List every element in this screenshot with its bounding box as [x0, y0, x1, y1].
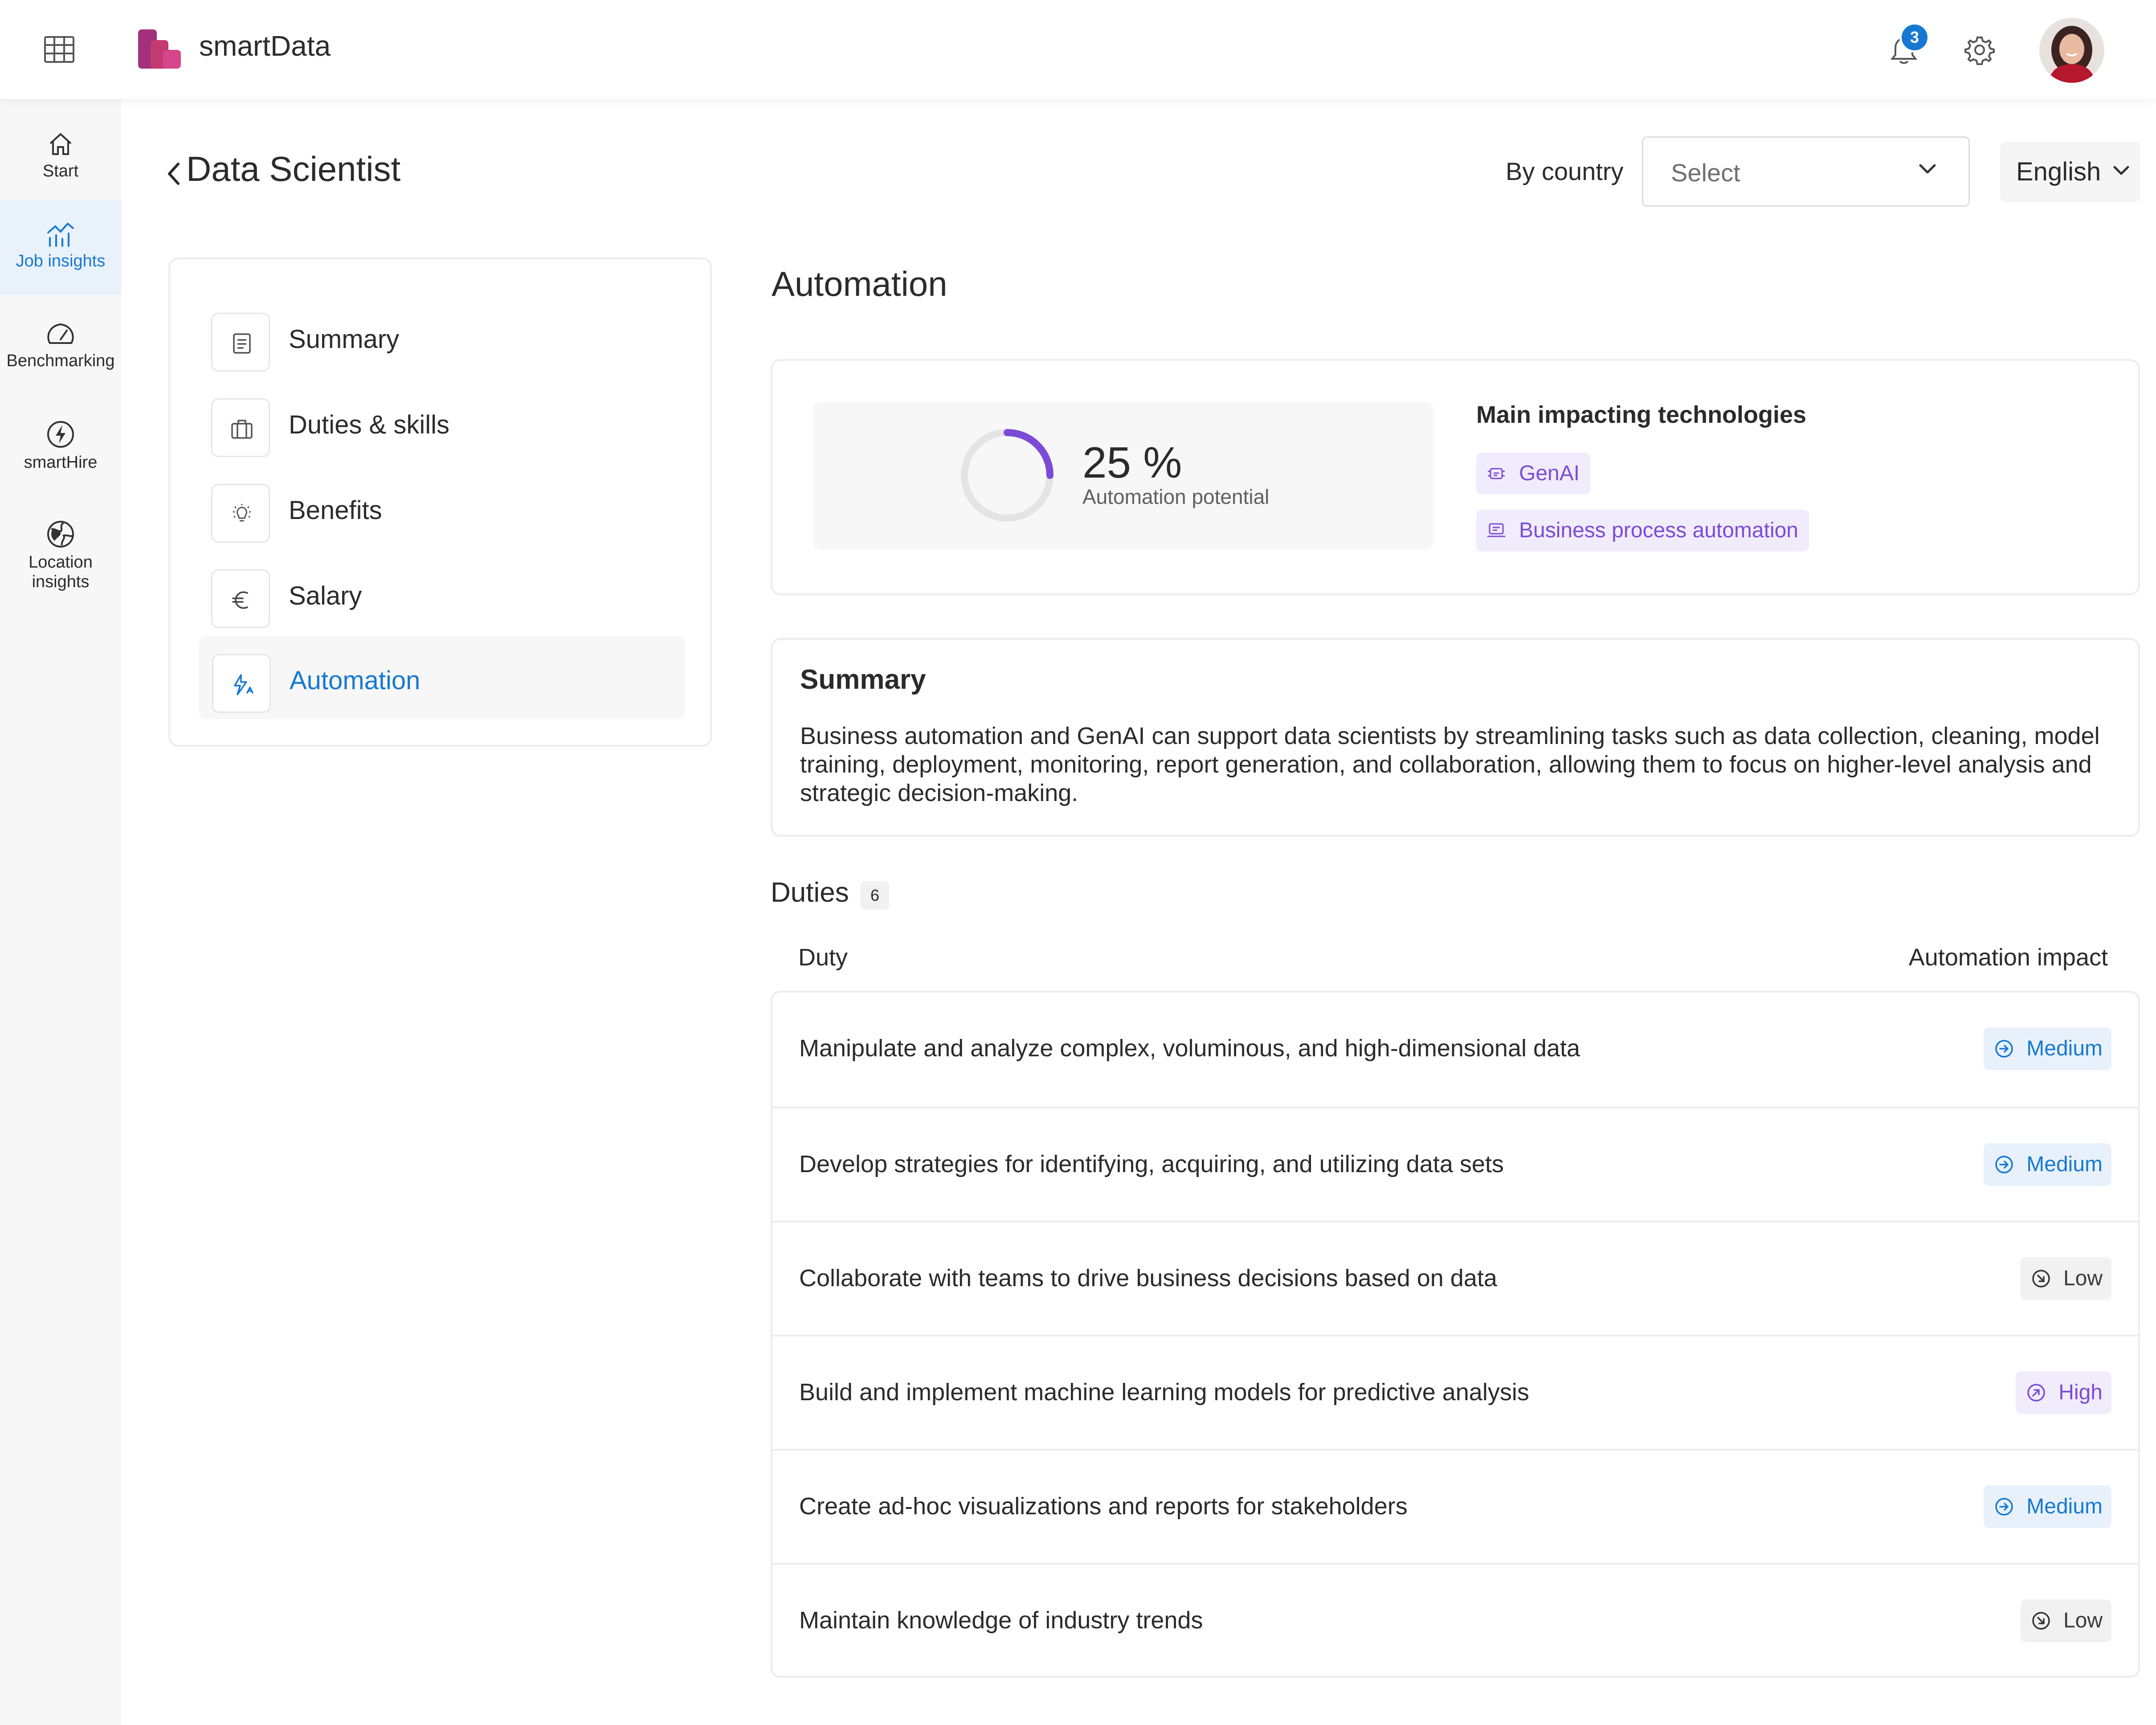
nav-item-label: Location insights: [29, 553, 93, 591]
automation-potential-label: Automation potential: [1082, 485, 1270, 508]
home-icon: [47, 130, 74, 158]
arrow-right-circle-icon: [1993, 1154, 2015, 1175]
table-row: [772, 1449, 2138, 1563]
impact-label: High: [2058, 1381, 2103, 1404]
settings-gear-icon[interactable]: [1964, 35, 1995, 65]
technology-chip-business-process-automation: [1476, 510, 1809, 552]
automation-potential-donut: [957, 425, 1058, 526]
chart-insights-icon: [45, 220, 76, 248]
country-select-value: Select: [1671, 159, 1740, 187]
chevron-down-icon: [1918, 163, 1937, 176]
automation-potential-value: 25 %: [1082, 438, 1182, 487]
main-technologies-title: Main impacting technologies: [1476, 401, 1807, 428]
app-grid-icon[interactable]: [44, 36, 75, 63]
menu-item-label: Summary: [289, 325, 400, 354]
section-title-automation: Automation: [772, 264, 947, 303]
technology-chip-genai: [1476, 453, 1590, 495]
technology-label: GenAI: [1519, 462, 1580, 485]
document-icon: [230, 332, 253, 355]
impact-label: Low: [2063, 1609, 2103, 1632]
table-row: [772, 1221, 2138, 1335]
table-row: [772, 1107, 2138, 1221]
top-bar: [0, 0, 2156, 99]
back-chevron-icon[interactable]: [165, 160, 183, 187]
menu-item-summary[interactable]: [198, 295, 688, 378]
nav-item-job-insights[interactable]: [0, 200, 121, 295]
menu-item-label: Automation: [290, 666, 421, 695]
duty-text: Develop strategies for identifying, acquiring, and utilizing data sets: [799, 1151, 1504, 1177]
summary-text: Business automation and GenAI can support data scientists by streamlining tasks such as data collection, cleaning, model training, deployment, monitoring, report generation, and collaboration, allowing them to focus on higher-level analysis and strategic decision-making.: [800, 723, 2100, 806]
arrow-up-right-circle-icon: [2025, 1382, 2047, 1403]
lightbulb-icon: [230, 503, 253, 526]
gauge-icon: [45, 320, 76, 347]
technology-label: Business process automation: [1519, 519, 1798, 542]
lightning-circle-icon: [46, 420, 75, 449]
nav-item-start[interactable]: [0, 120, 121, 192]
impact-badge-medium: [1984, 1485, 2111, 1528]
page-title: Data Scientist: [186, 149, 401, 188]
nav-item-label: Job insights: [16, 252, 106, 270]
duty-text: Maintain knowledge of industry trends: [799, 1607, 1203, 1634]
duty-text: Build and implement machine learning models for predictive analysis: [799, 1379, 1529, 1406]
summary-title: Summary: [800, 664, 926, 695]
nav-item-benchmarking[interactable]: [0, 311, 121, 382]
chip-cpu-icon: [1486, 463, 1507, 484]
summary-card: [771, 638, 2140, 837]
table-row: [772, 1563, 2138, 1677]
brand-name: smartData: [199, 30, 331, 62]
arrow-right-circle-icon: [1993, 1038, 2015, 1059]
impact-badge-medium: [1984, 1027, 2111, 1070]
country-select[interactable]: [1642, 136, 1970, 207]
duty-text: Collaborate with teams to drive business decisions based on data: [799, 1265, 1497, 1292]
nav-item-label: Benchmarking: [6, 352, 115, 370]
column-header-automation-impact: Automation impact: [1908, 944, 2108, 971]
table-row: [772, 1335, 2138, 1449]
menu-item-duties-skills[interactable]: [198, 380, 688, 463]
impact-badge-low: [2021, 1599, 2111, 1642]
arrow-down-right-circle-icon: [2030, 1610, 2052, 1631]
duties-count-badge: 6: [861, 881, 889, 910]
menu-item-benefits[interactable]: [198, 466, 688, 549]
menu-item-label: Salary: [289, 581, 362, 610]
user-avatar[interactable]: [2039, 18, 2104, 83]
nav-item-label: smartHire: [24, 453, 98, 472]
automation-potential-panel: [813, 402, 1433, 550]
column-header-duty: Duty: [798, 944, 848, 971]
automation-bolt-icon: [231, 673, 256, 696]
language-selector[interactable]: [2000, 142, 2140, 202]
impact-badge-low: [2021, 1257, 2111, 1300]
table-row: [772, 993, 2138, 1107]
menu-item-automation[interactable]: [199, 636, 685, 719]
impact-label: Low: [2063, 1267, 2103, 1290]
impact-label: Medium: [2026, 1495, 2103, 1518]
impact-label: Medium: [2026, 1153, 2103, 1176]
language-value: English: [2016, 157, 2101, 186]
smartdata-logo: [138, 27, 183, 71]
duty-text: Manipulate and analyze complex, voluminous, and high-dimensional data: [799, 1035, 1580, 1062]
impact-badge-high: [2016, 1371, 2111, 1414]
automation-card: [771, 359, 2140, 595]
duties-table: [771, 991, 2140, 1678]
menu-item-label: Duties & skills: [289, 410, 449, 439]
side-navigation: [0, 99, 121, 1725]
by-country-label: By country: [1506, 157, 1624, 185]
nav-item-label: Start: [42, 162, 79, 180]
notifications-badge: 3: [1899, 22, 1930, 53]
impact-badge-medium: [1984, 1143, 2111, 1186]
section-menu-card: [168, 258, 712, 747]
chevron-down-icon: [2112, 165, 2130, 177]
globe-icon: [46, 519, 75, 549]
briefcase-icon: [230, 417, 253, 441]
arrow-down-right-circle-icon: [2030, 1268, 2052, 1289]
duties-title: Duties: [771, 877, 849, 908]
duty-text: Create ad-hoc visualizations and reports for stakeholders: [799, 1493, 1408, 1520]
euro-icon: [230, 589, 253, 612]
nav-item-location-insights[interactable]: [0, 511, 121, 617]
laptop-icon: [1486, 520, 1507, 541]
nav-item-smarthire[interactable]: [0, 411, 121, 482]
menu-item-label: Benefits: [289, 496, 382, 525]
arrow-right-circle-icon: [1993, 1496, 2015, 1517]
menu-item-salary[interactable]: [198, 552, 688, 634]
impact-label: Medium: [2026, 1037, 2103, 1060]
